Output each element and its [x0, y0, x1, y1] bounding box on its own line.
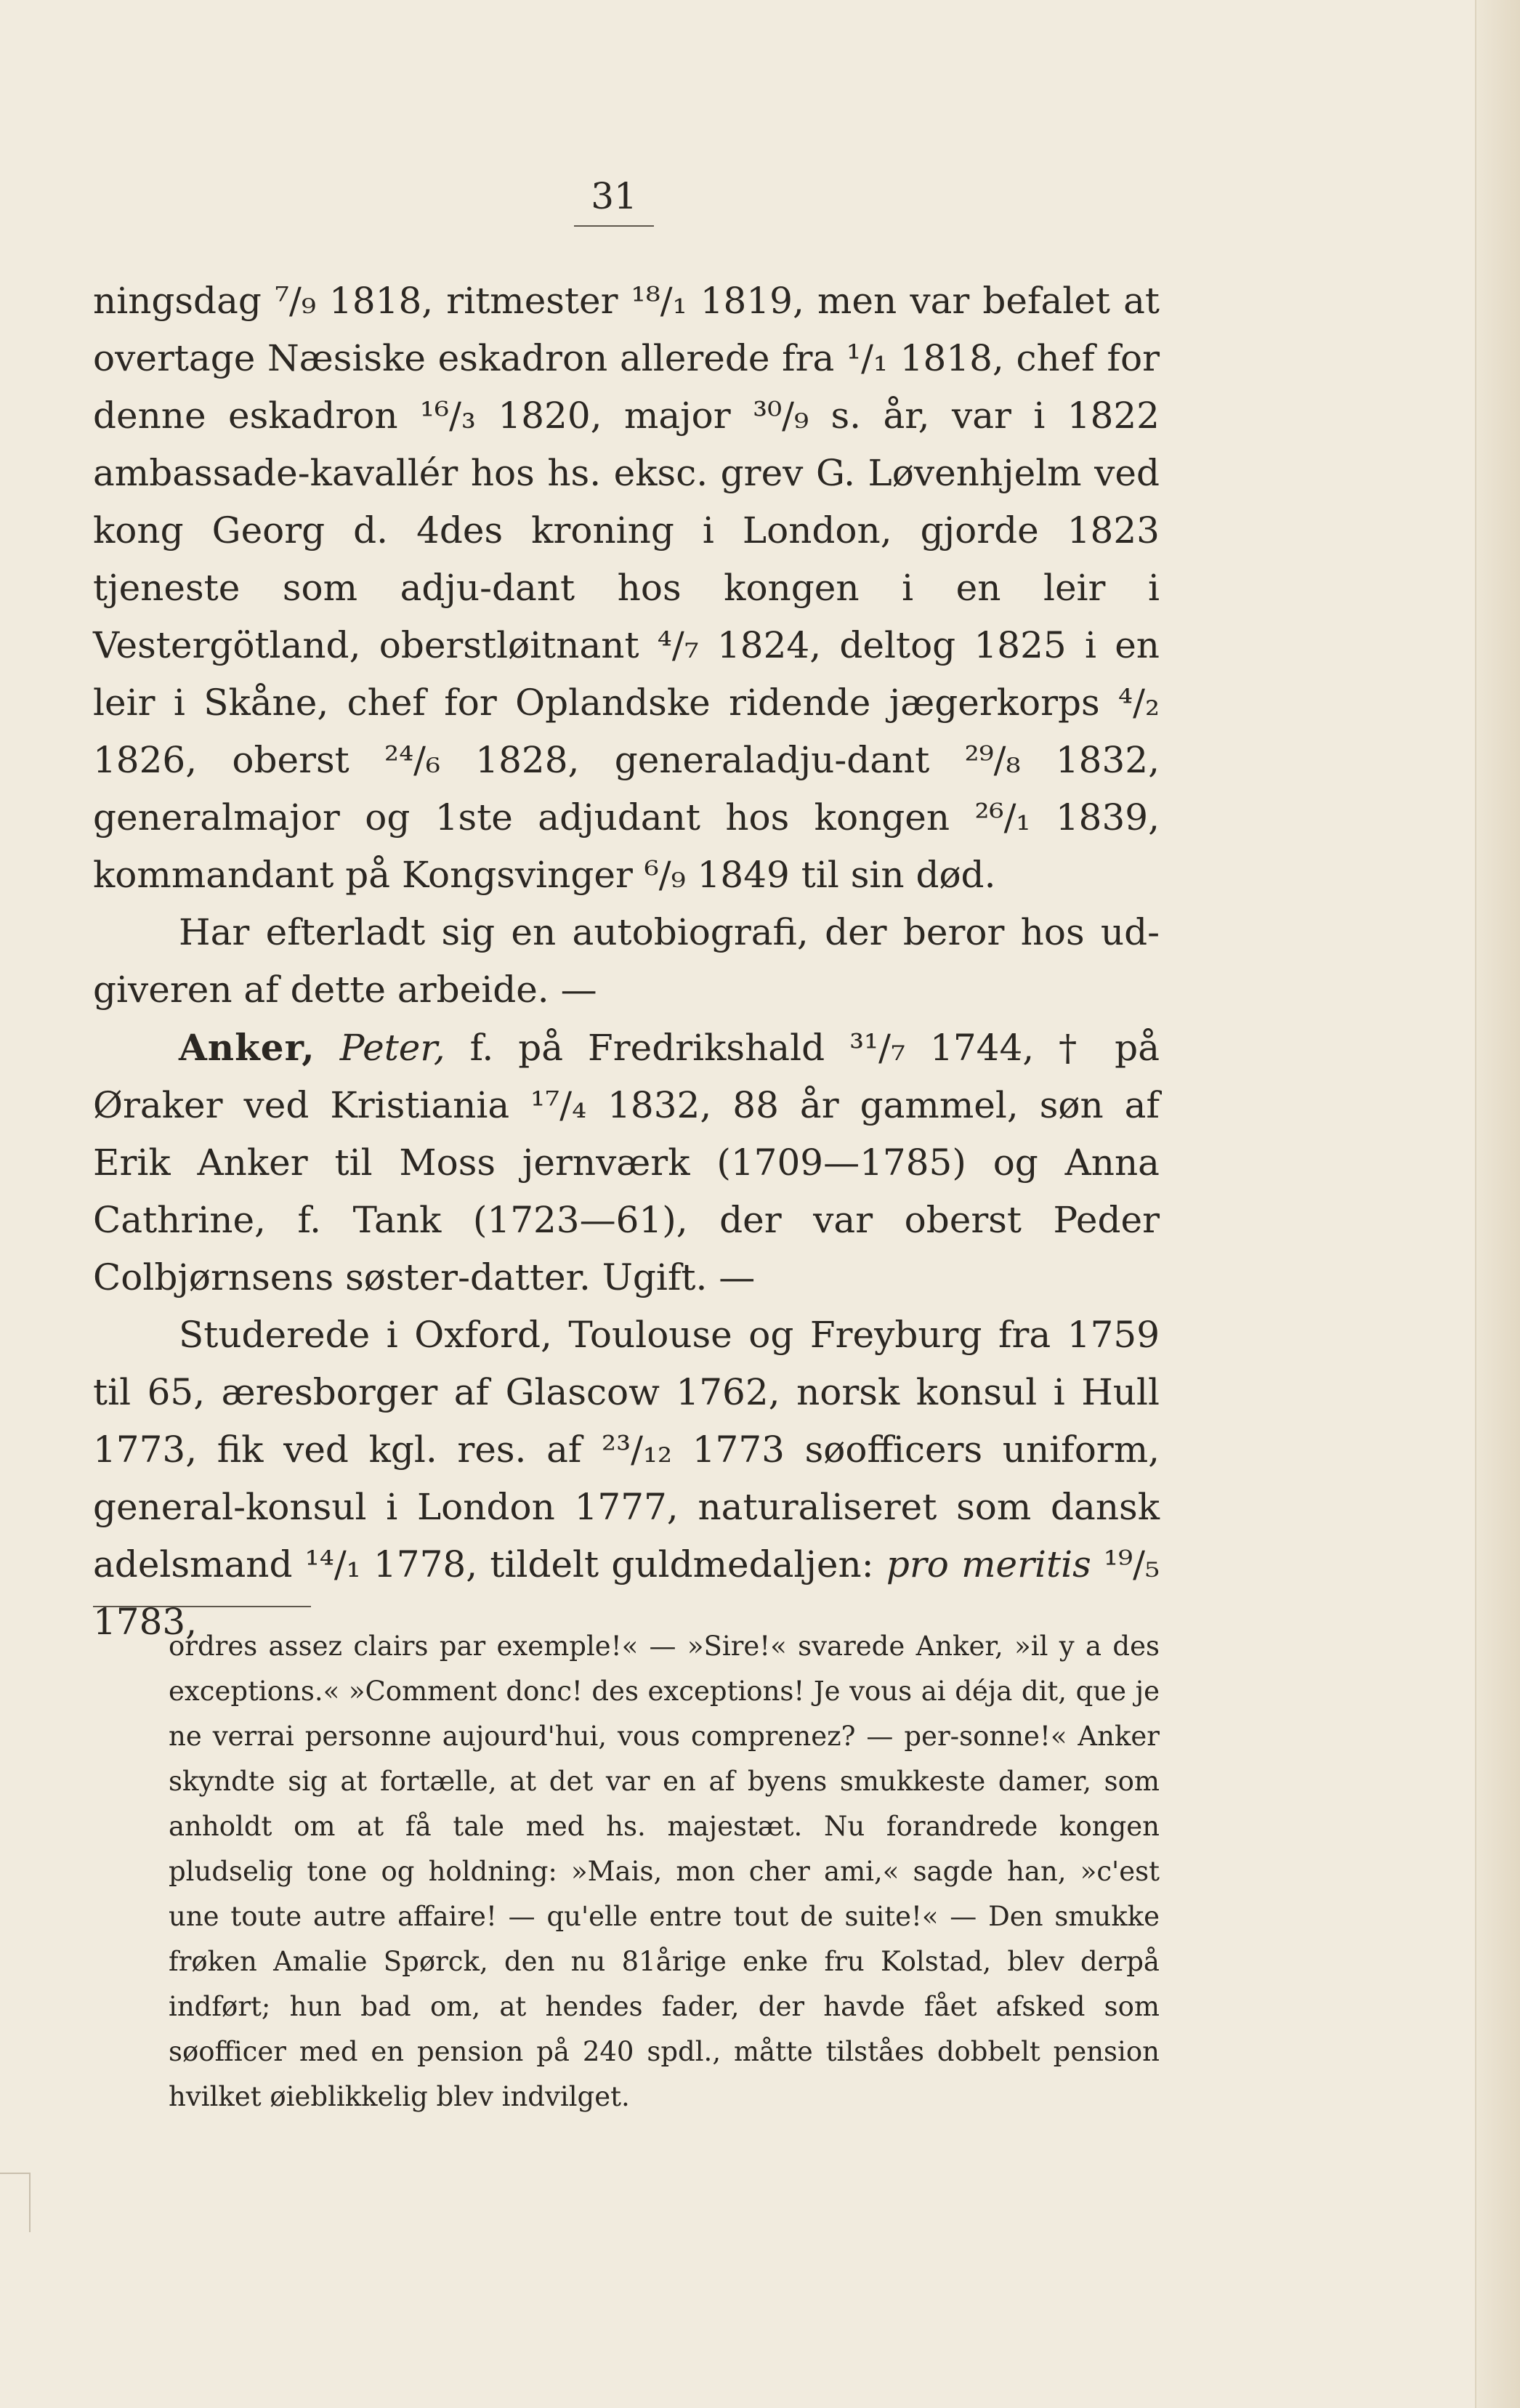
studies-text: Studerede i Oxford, Toulouse og Freyburg fra 1759 til 65, æresborger af Glascow 1762, norsk konsul i Hull 1773, fik ved kgl. res. af ²³/₁₂ 1773 søofficers uniform, general-konsul i London 1777, naturaliseret som dansk adelsmand ¹⁴/₁ 1778, tildelt guldmedaljen: — [93, 1314, 1160, 1585]
entry-text: f. på Fredrikshald ³¹/₇ 1744, † på Øraker ved Kristiania ¹⁷/₄ 1832, 88 år gammel, søn af Erik Anker til Moss jernværk (1709—1785) og Anna Cathrine, f. Tank (1723—61), der var oberst Peder Colbjørnsens søster-datter. Ugift. — — [93, 1027, 1160, 1298]
entry-name: Anker, — [179, 1026, 315, 1069]
studies-tail: ¹⁹/₅ 1783, — [93, 1543, 1160, 1643]
page-number: 31 — [591, 175, 637, 217]
footnote-rule — [93, 1606, 311, 1607]
main-text — [93, 272, 1160, 1651]
page-number-rule — [574, 225, 654, 227]
paragraph-biography-continued: ningsdag ⁷/₉ 1818, ritmester ¹⁸/₁ 1819, men var befalet at overtage Næsiske eskadron allerede fra ¹/₁ 1818, chef for denne eskadron ¹⁶/₃ 1820, major ³⁰/₉ s. år, var i 1822 ambassade-kavallér hos hs. eksc. grev G. Løvenhjelm ved kong Georg d. 4des kroning i London, gjorde 1823 tjeneste som adju-dant hos kongen i en leir i Vestergötland, oberstløitnant ⁴/₇ 1824, deltog 1825 i en leir i Skåne, chef for Oplandske ridende jægerkorps ⁴/₂ 1826, oberst ²⁴/₆ 1828, generaladju-dant ²⁹/₈ 1832, generalmajor og 1ste adjudant hos kongen ²⁶/₁ 1839, kommandant på Kongsvinger ⁶/₉ 1849 til sin død. — [93, 280, 1160, 896]
entry-given-name: Peter, — [339, 1027, 445, 1069]
latin-phrase: pro meritis — [886, 1543, 1091, 1585]
paragraph-anker-peter — [93, 1019, 1160, 1306]
page-edge — [1475, 0, 1520, 2408]
paragraph-studies — [93, 1306, 1160, 1651]
margin-mark — [0, 2173, 31, 2232]
footnote: ordres assez clairs par exemple!« — »Sire!« svarede Anker, »il y a des exceptions.« »Comment donc! des exceptions! Je vous ai déja dit, que je ne verrai personne aujourd'hui, vous comprenez? — per-sonne!« Anker skyndte sig at fortælle, at det var en af byens smukkeste damer, som anholdt om at få tale med hs. majestæt. Nu forandrede kongen pludselig tone og holdning: »Mais, mon cher ami,« sagde han, »c'est une toute autre affaire! — qu'elle entre tout de suite!« — Den smukke frøken Amalie Spørck, den nu 81årige enke fru Kolstad, blev derpå indført; hun bad om, at hendes fader, der havde fået afsked som søofficer med en pension på 240 spdl., måtte tilståes dobbelt pension hvilket øieblikkelig blev indvilget. — [169, 1631, 1160, 2112]
paragraph-autobiography: Har efterladt sig en autobiografi, der beror hos ud-giveren af dette arbeide. — — [93, 911, 1160, 1011]
